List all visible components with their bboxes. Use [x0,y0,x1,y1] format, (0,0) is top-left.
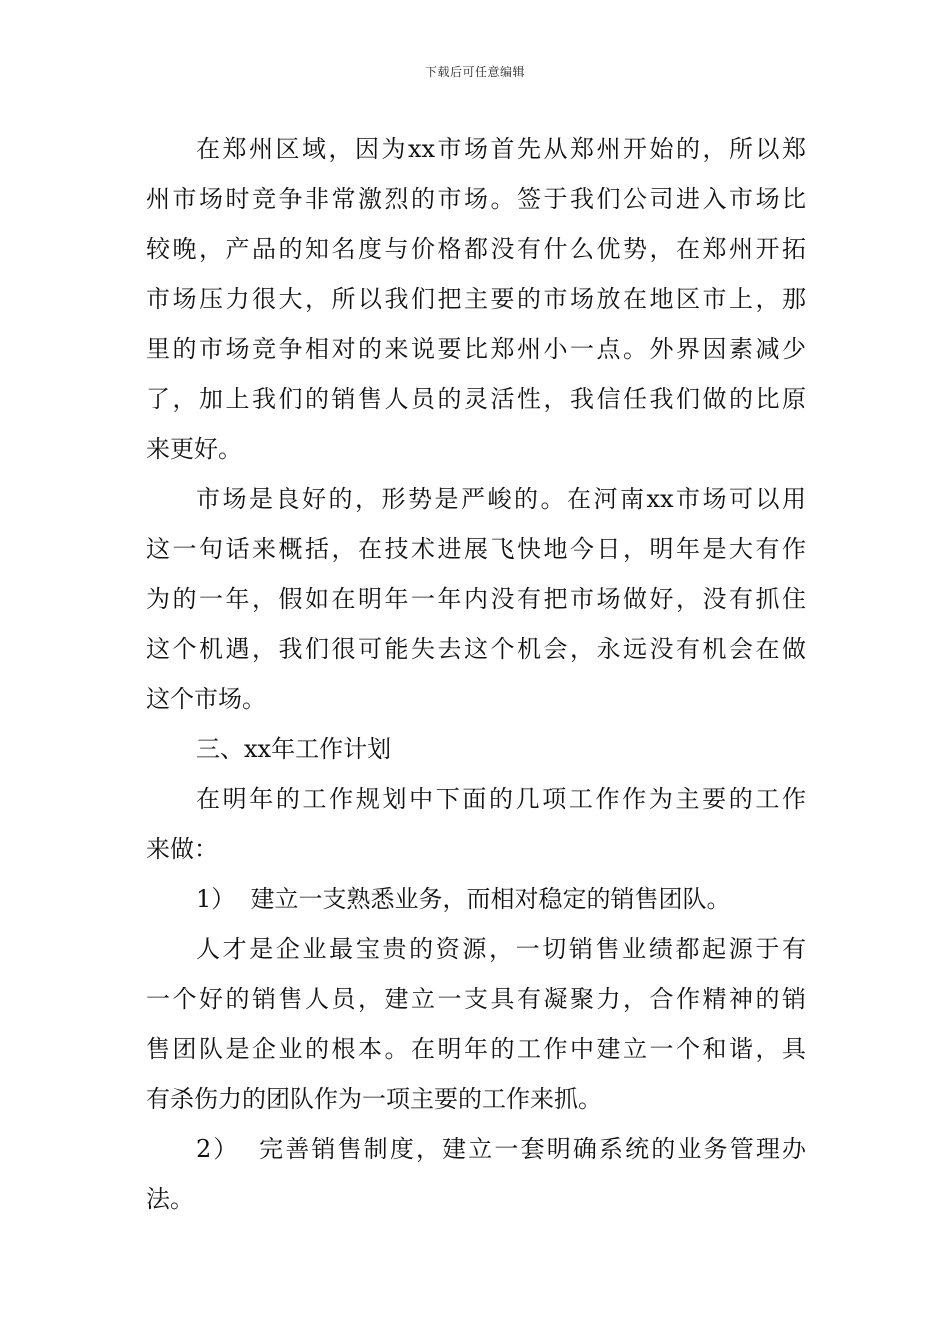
paragraph-line: 在郑州区域，因为xx市场首先从郑州开始的，所以郑 [196,135,806,163]
paragraph-line: 一个好的销售人员，建立一支具有凝聚力，合作精神的销 [146,985,806,1013]
paragraph-line: 售团队是企业的根本。在明年的工作中建立一个和谐，具 [146,1035,806,1063]
paragraph-line: 里的市场竞争相对的来说要比郑州小一点。外界因素减少 [146,335,806,363]
paragraph-talent [146,924,806,1124]
paragraph-line: 在明年的工作规划中下面的几项工作作为主要的工作 [196,785,806,813]
paragraph-line: 州市场时竞争非常激烈的市场。签于我们公司进入市场比 [146,185,806,213]
page-header: 下载后可任意编辑 [424,65,525,79]
list-item-line: 1） 建立一支熟悉业务，而相对稳定的销售团队。 [196,885,731,913]
paragraph-line: 较晚，产品的知名度与价格都没有什么优势，在郑州开拓 [146,235,806,263]
paragraph-market-outlook [146,474,806,724]
paragraph-line: 人才是企业最宝贵的资源，一切销售业绩都起源于有 [196,935,806,963]
paragraph-line: 市场压力很大，所以我们把主要的市场放在地区市上，那 [146,285,806,313]
paragraph-line: 有杀伤力的团队作为一项主要的工作来抓。 [146,1085,602,1113]
paragraph-line: 了，加上我们的销售人员的灵活性，我信任我们做的比原 [146,385,806,413]
paragraph-line: 这个市场。 [146,685,266,713]
list-item-1 [146,874,806,924]
paragraph-line: 为的一年，假如在明年一年内没有把市场做好，没有抓住 [146,585,806,613]
paragraph-line: 这一句话来概括，在技术进展飞快地今日，明年是大有作 [146,535,806,563]
paragraph-line: 市场是良好的，形势是严峻的。在河南xx市场可以用 [196,485,806,513]
list-item-2 [146,1124,806,1224]
list-item-line: 法。 [146,1185,194,1213]
paragraph-line: 来更好。 [146,435,242,463]
section-heading-work-plan [146,724,806,774]
paragraph-zhengzhou-region [146,124,806,474]
paragraph-plan-intro [146,774,806,874]
document-body [146,124,806,1224]
paragraph-line: 来做： [146,835,218,863]
paragraph-line: 这个机遇，我们很可能失去这个机会，永远没有机会在做 [146,635,806,663]
section-heading: 三、xx年工作计划 [196,735,392,763]
list-item-line: 2） 完善销售制度，建立一套明确系统的业务管理办 [196,1135,806,1163]
